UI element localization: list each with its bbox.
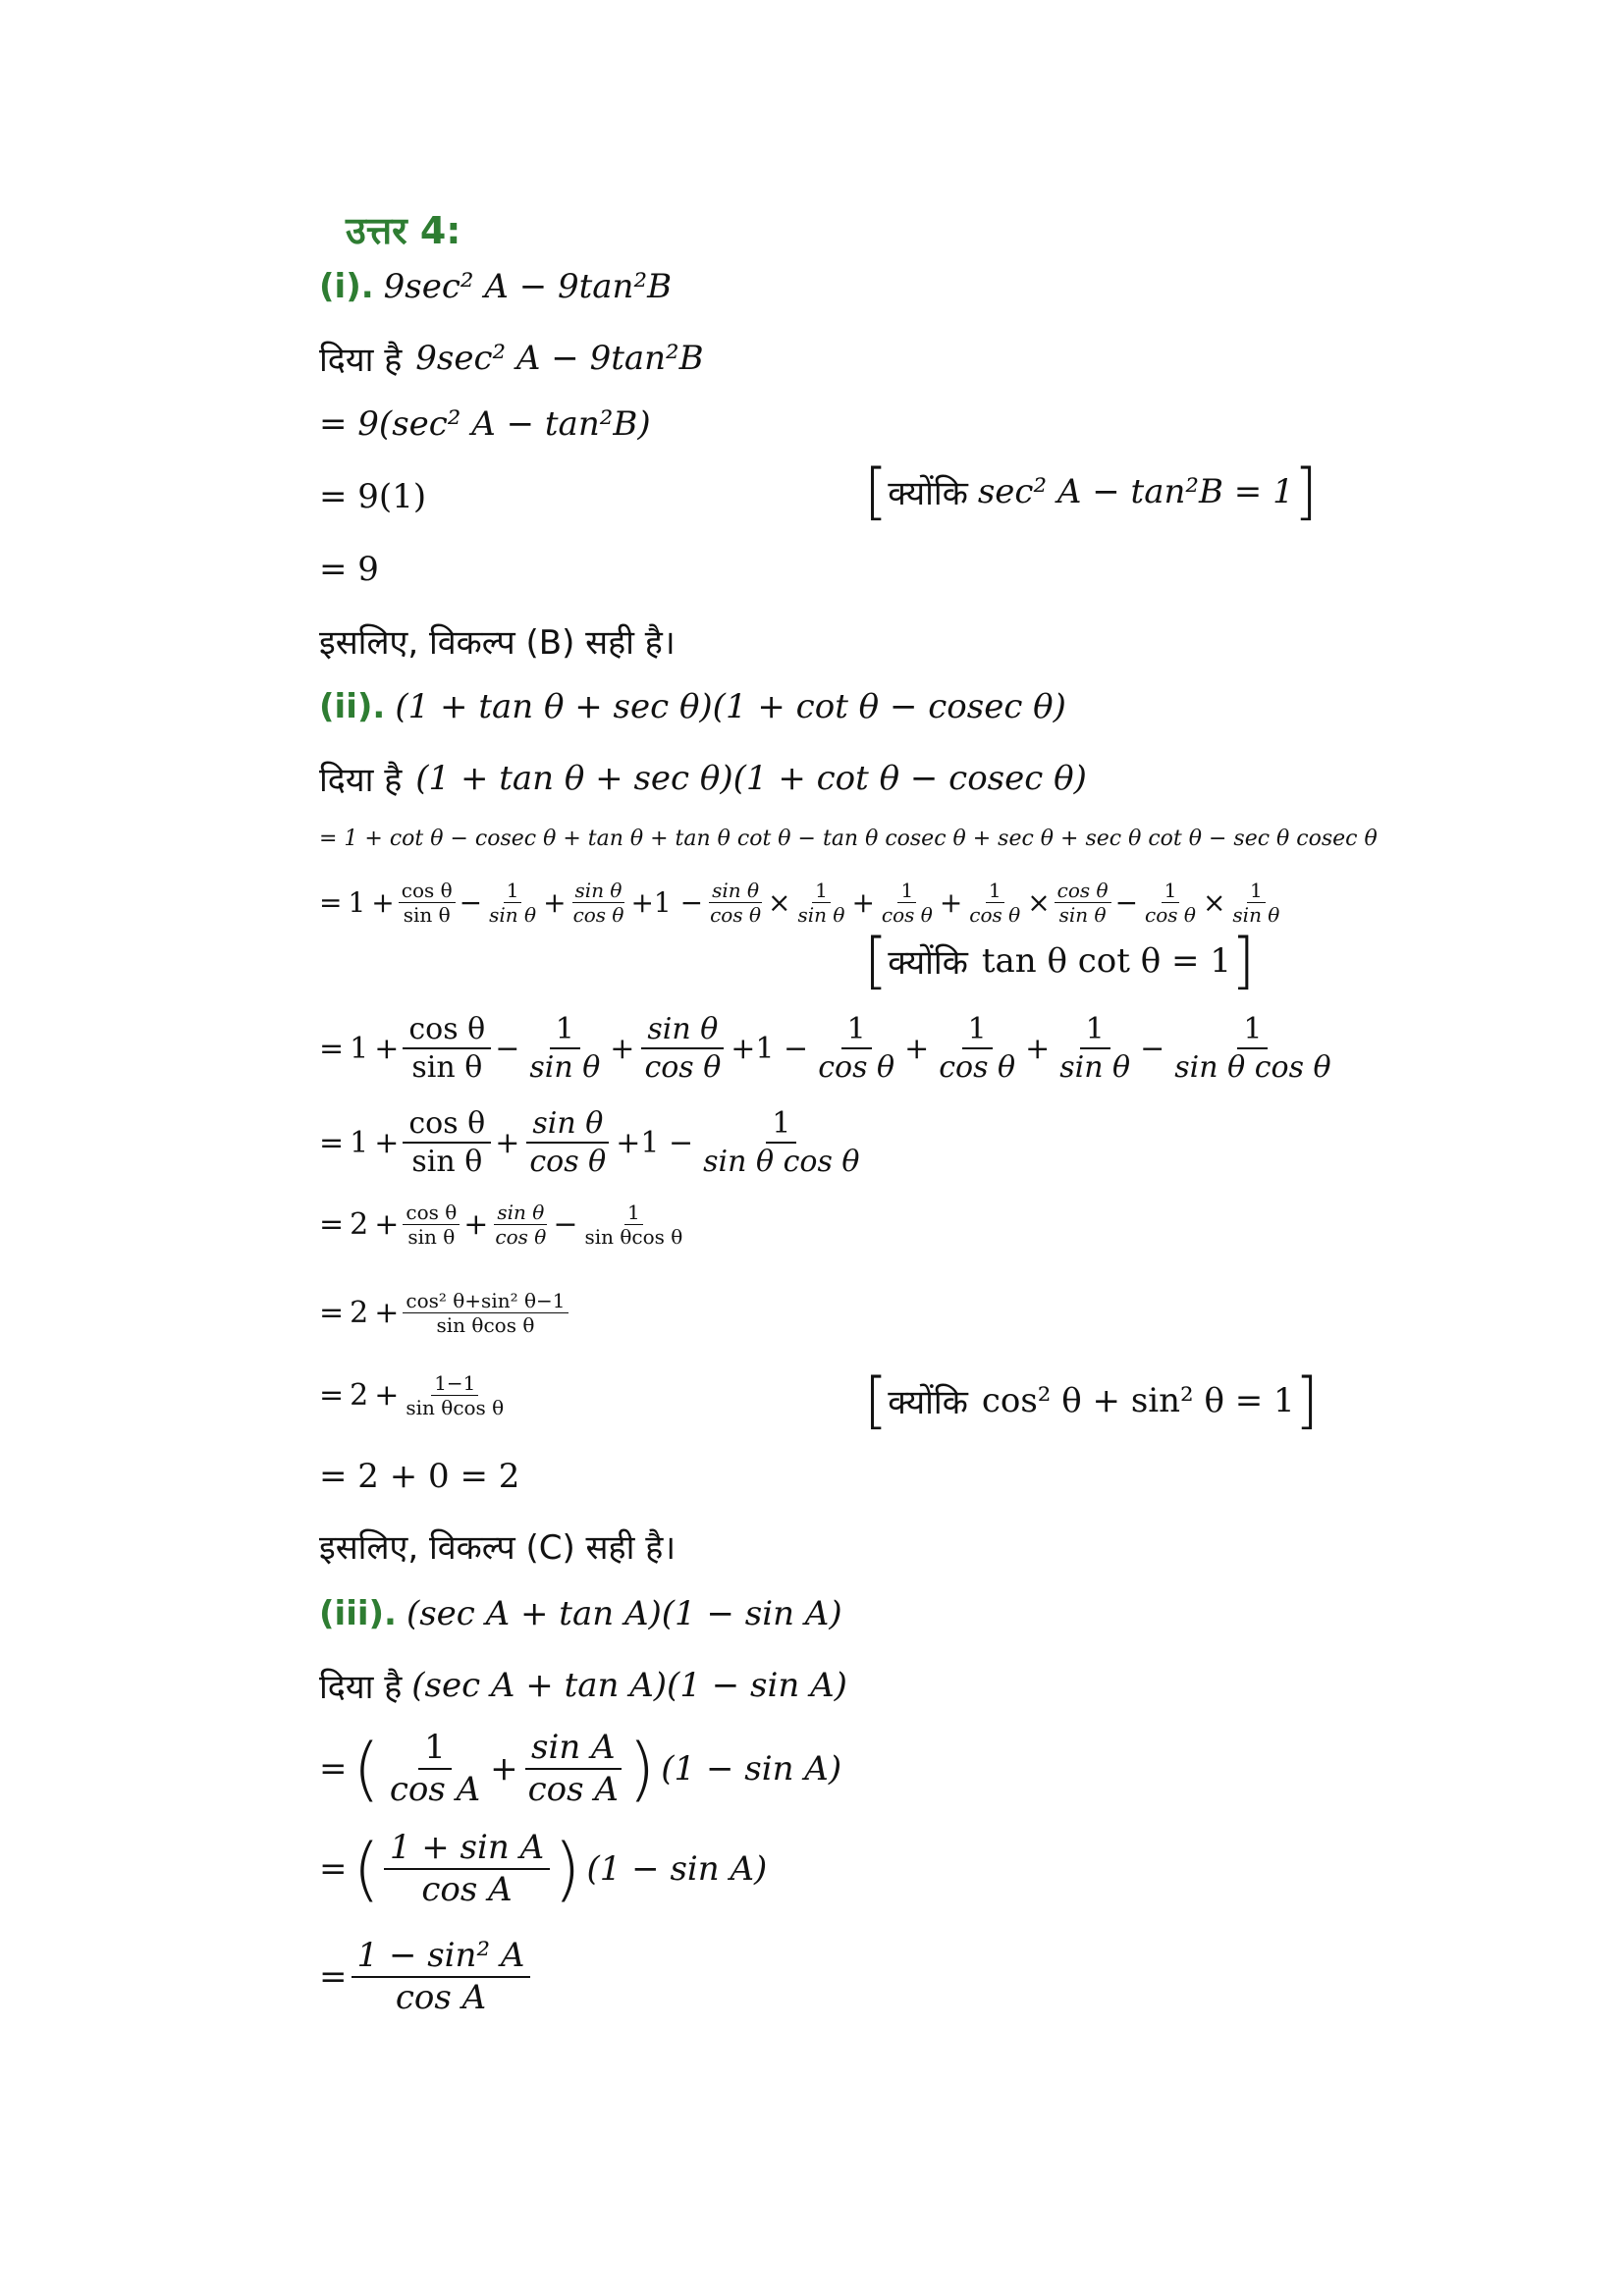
- fraction: $\frac{\text{sin θ}}{\text{cos θ}}$: [638, 1013, 727, 1084]
- part2-step-small: = 2 + $\frac{\text{cos θ}}{\text{sin θ}}$ + $\frac{\text{sin θ}}{\text{cos θ}}$ − $\frac{1}{\text{sin θcos θ}}$: [319, 1201, 689, 1248]
- part2-given: [319, 756, 1087, 801]
- part3-given-expr: (sec A + tan A)(1 − sin A): [411, 1666, 847, 1705]
- fraction: $\frac{\text{cos θ}}{\text{sin θ}}$: [1055, 880, 1111, 926]
- part3-given-prefix: दिया है: [319, 1668, 403, 1707]
- fraction: $\frac{1}{\text{cos θ}}$: [1145, 879, 1196, 927]
- part1-note: [864, 455, 1318, 527]
- fraction: $\frac{\text{sin θ}}{\text{cos θ}}$: [523, 1107, 612, 1178]
- fraction: $\frac{\text{cos θ}}{\text{sin θ}}$: [403, 1201, 460, 1248]
- answer-heading: उत्तर 4:: [346, 209, 461, 252]
- part2-expand: = 1 + cot θ − cosec θ + tan θ + tan θ cot θ − tan θ cosec θ + sec θ + sec θ cot θ − sec θ cosec θ: [319, 827, 1378, 851]
- part1-given-expr: 9sec² A − 9tan²B: [415, 339, 704, 378]
- part3-step1: = ( $\frac{1}{\text{cos A}}$ + $\frac{\text{sin A}}{\text{cos A}}$ ) (1 − sin A): [319, 1728, 842, 1810]
- fraction: $\frac{\text{cos θ}}{\text{sin θ}}$: [399, 880, 456, 926]
- fraction: $\frac{1}{\text{cos θ}}$: [818, 1012, 895, 1085]
- fraction: $\frac{1}{\text{sin θ cos θ}}$: [703, 1106, 860, 1179]
- part2-note2: [ क्योंकि cos² θ + sin² θ = 1 ]: [864, 1364, 1319, 1436]
- part1-question: [319, 267, 672, 306]
- fraction: $\frac{1}{\text{cos θ}}$: [969, 879, 1021, 927]
- note-bracket-left: [: [864, 455, 889, 527]
- fraction: $\frac{1}{\text{cos θ}}$: [881, 879, 933, 927]
- part2-question: [319, 687, 1066, 726]
- fraction: $\frac{\text{cos θ}}{\text{sin θ}}$: [403, 1013, 491, 1084]
- part2-expr: (1 + tan θ + sec θ)(1 + cot θ − cosec θ): [395, 687, 1066, 726]
- part3-step2: = ( $\frac{\text{1 + sin A}}{\text{cos A}}$ ) (1 − sin A): [319, 1828, 768, 1910]
- part2-conclusion: इसलिए, विकल्प (C) सही है।: [319, 1528, 677, 1568]
- part2-step-pyth: = 2 + $\frac{\text{cos² θ+sin² θ−1}}{\text{sin θcos θ}}$: [319, 1290, 572, 1336]
- fraction: $\frac{1}{\text{sin θ cos θ}}$: [1174, 1012, 1331, 1085]
- part2-given-expr: (1 + tan θ + sec θ)(1 + cot θ − cosec θ): [415, 759, 1087, 798]
- part3-question: [319, 1594, 842, 1633]
- fraction: $\frac{1-1}{\text{sin θcos θ}}$: [406, 1371, 505, 1419]
- part3-label: (iii).: [319, 1594, 397, 1633]
- fraction: $\frac{\text{cos θ}}{\text{sin θ}}$: [403, 1107, 491, 1178]
- fraction: $\frac{1}{\text{sin θ}}$: [797, 879, 845, 927]
- part3-expr: (sec A + tan A)(1 − sin A): [406, 1594, 842, 1633]
- fraction: $\frac{1}{\text{sin θcos θ}}$: [584, 1201, 683, 1249]
- part1-expr: 9sec² A − 9tan²B: [383, 267, 673, 306]
- part1-given-prefix: दिया है: [319, 341, 403, 380]
- fraction: $\frac{1}{\text{sin θ}}$: [1232, 879, 1280, 927]
- fraction: $\frac{1}{\text{cos θ}}$: [939, 1012, 1016, 1085]
- fraction: $\frac{\text{cos² θ+sin² θ−1}}{\text{sin θcos θ}}$: [403, 1290, 568, 1336]
- part1-conclusion: इसलिए, विकल्प (B) सही है।: [319, 623, 676, 663]
- part3-step3: = $\frac{\text{1 − sin² A}}{\text{cos A}}$: [319, 1938, 534, 2017]
- note-expr: sec² A − tan²B = 1: [977, 472, 1294, 511]
- part1-step1: = 9(sec² A − tan²B): [319, 404, 651, 444]
- fraction: $\frac{1}{\text{sin θ}}$: [1059, 1012, 1131, 1085]
- fraction: $\frac{1}{\text{cos A}}$: [389, 1728, 481, 1810]
- part2-given-prefix: दिया है: [319, 761, 403, 800]
- fraction: $\frac{\text{1 + sin A}}{\text{cos A}}$: [384, 1830, 550, 1909]
- note-bracket-right: ]: [1293, 455, 1318, 527]
- fraction: $\frac{\text{sin A}}{\text{cos A}}$: [522, 1730, 624, 1809]
- fraction: $\frac{\text{sin θ}}{\text{cos θ}}$: [572, 879, 624, 927]
- part1-label: (i).: [319, 267, 374, 306]
- part2-final: = 2 + 0 = 2: [319, 1457, 520, 1496]
- part3-given: [319, 1663, 847, 1708]
- part1-given: [319, 336, 704, 381]
- fraction: $\frac{1}{\text{sin θ}}$: [489, 879, 537, 927]
- part2-label: (ii).: [319, 687, 386, 726]
- fraction: $\frac{\text{sin θ}}{\text{cos θ}}$: [495, 1201, 547, 1249]
- fraction: $\frac{\text{sin θ}}{\text{cos θ}}$: [710, 879, 762, 927]
- part1-step2: = 9(1): [319, 477, 427, 516]
- fraction: $\frac{1}{\text{sin θ}}$: [529, 1012, 601, 1085]
- part2-step-11: = 2 + $\frac{1-1}{\text{sin θcos θ}}$: [319, 1372, 511, 1418]
- part2-step-fractions: = 1 + $\frac{\text{cos θ}}{\text{sin θ}}$ − $\frac{1}{\text{sin θ}}$ + $\frac{\text{sin θ}}{\text{cos θ}}$ +1 − $\frac{\text{sin θ}}{\text{cos θ}}$ × $\frac{1}{\text{sin θ}}$ + $\frac{1}{\text{cos θ}}$ + $\frac{1}{\text{cos θ}}$ × $\frac{\text{cos θ}}{\text{sin θ}}$ − $\frac{1}{\text{cos θ}}$ × $\frac{1}{\text{sin θ}}$: [319, 880, 1286, 926]
- fraction: $\frac{\text{1 − sin² A}}{\text{cos A}}$: [352, 1938, 531, 2017]
- part2-note1: [ क्योंकि tan θ cot θ = 1 ]: [864, 925, 1256, 996]
- part2-step-medium: = 1 + $\frac{\text{cos θ}}{\text{sin θ}}$ − $\frac{1}{\text{sin θ}}$ + $\frac{\text{sin θ}}{\text{cos θ}}$ +1 − $\frac{1}{\text{cos θ}}$ + $\frac{1}{\text{cos θ}}$ + $\frac{1}{\text{sin θ}}$ − $\frac{1}{\text{sin θ cos θ}}$: [319, 1013, 1341, 1084]
- note-prefix: क्योंकि: [888, 474, 968, 513]
- part1-step3: = 9: [319, 550, 379, 589]
- part2-step-medium2: = 1 + $\frac{\text{cos θ}}{\text{sin θ}}$ + $\frac{\text{sin θ}}{\text{cos θ}}$ +1 − $\frac{1}{\text{sin θ cos θ}}$: [319, 1107, 869, 1178]
